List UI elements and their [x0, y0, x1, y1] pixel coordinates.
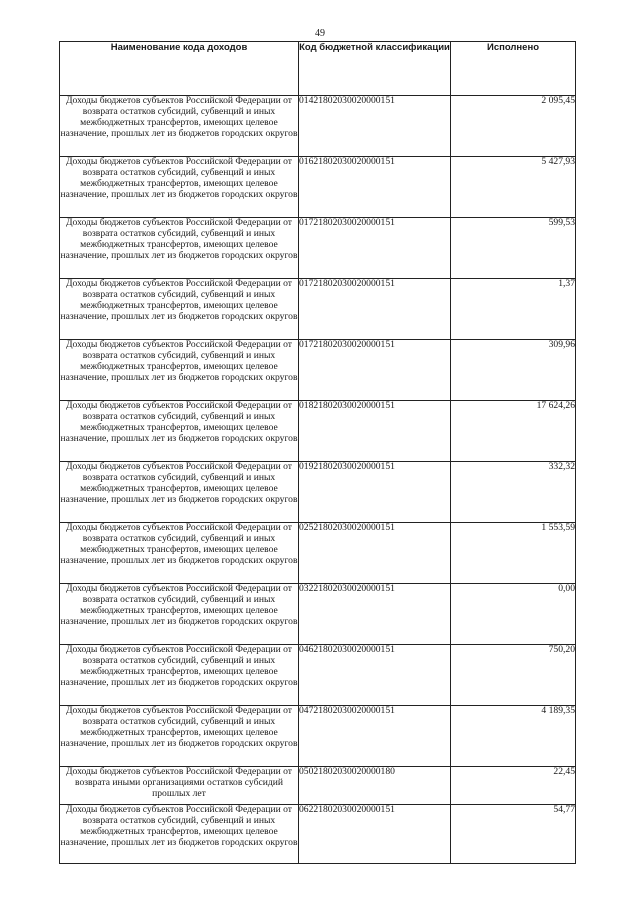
executed-amount-cell: 1,37: [451, 279, 576, 340]
income-table: [59, 41, 576, 864]
page-number: 49: [315, 28, 325, 39]
table-row: [60, 96, 576, 157]
table-row: [60, 462, 576, 523]
executed-amount-cell: 5 427,93: [451, 157, 576, 218]
income-name-cell: Доходы бюджетов субъектов Российской Федерации от возврата остатков субсидий, субвенций и иных межбюджетных трансфертов, имеющих целевое назначение, прошлых лет из бюджетов городских округов: [60, 584, 299, 645]
income-name-cell: Доходы бюджетов субъектов Российской Федерации от возврата остатков субсидий, субвенций и иных межбюджетных трансфертов, имеющих целевое назначение, прошлых лет из бюджетов городских округов: [60, 706, 299, 767]
table-row: [60, 805, 576, 864]
budget-code-cell: 01921802030020000151: [299, 462, 451, 523]
income-name-cell: Доходы бюджетов субъектов Российской Федерации от возврата остатков субсидий, субвенций и иных межбюджетных трансфертов, имеющих целевое назначение, прошлых лет из бюджетов городских округов: [60, 523, 299, 584]
table-row: [60, 157, 576, 218]
executed-amount-cell: 332,32: [451, 462, 576, 523]
income-name-cell: Доходы бюджетов субъектов Российской Федерации от возврата остатков субсидий, субвенций и иных межбюджетных трансфертов, имеющих целевое назначение, прошлых лет из бюджетов городских округов: [60, 279, 299, 340]
budget-code-cell: 04721802030020000151: [299, 706, 451, 767]
column-header-name: Наименование кода доходов: [60, 42, 299, 96]
table-row: [60, 340, 576, 401]
executed-amount-cell: 54,77: [451, 805, 576, 864]
table-row: [60, 218, 576, 279]
budget-code-cell: 04621802030020000151: [299, 645, 451, 706]
budget-code-cell: 06221802030020000151: [299, 805, 451, 864]
table-row: [60, 645, 576, 706]
budget-code-cell: 01721802030020000151: [299, 340, 451, 401]
table-row: [60, 279, 576, 340]
table-row: [60, 584, 576, 645]
executed-amount-cell: 1 553,59: [451, 523, 576, 584]
table-row: [60, 523, 576, 584]
income-name-cell: Доходы бюджетов субъектов Российской Федерации от возврата остатков субсидий, субвенций и иных межбюджетных трансфертов, имеющих целевое назначение, прошлых лет из бюджетов городских округов: [60, 401, 299, 462]
column-header-executed: Исполнено: [451, 42, 576, 96]
income-name-cell: Доходы бюджетов субъектов Российской Федерации от возврата остатков субсидий, субвенций и иных межбюджетных трансфертов, имеющих целевое назначение, прошлых лет из бюджетов городских округов: [60, 340, 299, 401]
income-name-cell: Доходы бюджетов субъектов Российской Федерации от возврата остатков субсидий, субвенций и иных межбюджетных трансфертов, имеющих целевое назначение, прошлых лет из бюджетов городских округов: [60, 157, 299, 218]
table-row: [60, 767, 576, 805]
budget-code-cell: 01721802030020000151: [299, 218, 451, 279]
budget-code-cell: 01621802030020000151: [299, 157, 451, 218]
table-row: [60, 401, 576, 462]
executed-amount-cell: 22,45: [451, 767, 576, 805]
column-header-code: Код бюджетной классификации: [299, 42, 451, 96]
income-name-cell: Доходы бюджетов субъектов Российской Федерации от возврата остатков субсидий, субвенций и иных межбюджетных трансфертов, имеющих целевое назначение, прошлых лет из бюджетов городских округов: [60, 96, 299, 157]
income-name-cell: Доходы бюджетов субъектов Российской Федерации от возврата остатков субсидий, субвенций и иных межбюджетных трансфертов, имеющих целевое назначение, прошлых лет из бюджетов городских округов: [60, 645, 299, 706]
executed-amount-cell: 4 189,35: [451, 706, 576, 767]
table-row: [60, 706, 576, 767]
budget-code-cell: 01421802030020000151: [299, 96, 451, 157]
budget-code-cell: 02521802030020000151: [299, 523, 451, 584]
executed-amount-cell: 2 095,45: [451, 96, 576, 157]
income-name-cell: Доходы бюджетов субъектов Российской Федерации от возврата остатков субсидий, субвенций и иных межбюджетных трансфертов, имеющих целевое назначение, прошлых лет из бюджетов городских округов: [60, 462, 299, 523]
executed-amount-cell: 599,53: [451, 218, 576, 279]
executed-amount-cell: 309,96: [451, 340, 576, 401]
income-name-cell: Доходы бюджетов субъектов Российской Федерации от возврата иными организациями остатков субсидий прошлых лет: [60, 767, 299, 805]
budget-code-cell: 01821802030020000151: [299, 401, 451, 462]
table-header-row: [60, 42, 576, 96]
budget-code-cell: 05021802030020000180: [299, 767, 451, 805]
executed-amount-cell: 0,00: [451, 584, 576, 645]
executed-amount-cell: 17 624,26: [451, 401, 576, 462]
executed-amount-cell: 750,20: [451, 645, 576, 706]
budget-code-cell: 01721802030020000151: [299, 279, 451, 340]
income-name-cell: Доходы бюджетов субъектов Российской Федерации от возврата остатков субсидий, субвенций и иных межбюджетных трансфертов, имеющих целевое назначение, прошлых лет из бюджетов городских округов: [60, 218, 299, 279]
income-name-cell: Доходы бюджетов субъектов Российской Федерации от возврата остатков субсидий, субвенций и иных межбюджетных трансфертов, имеющих целевое назначение, прошлых лет из бюджетов городских округов: [60, 805, 299, 864]
budget-code-cell: 03221802030020000151: [299, 584, 451, 645]
